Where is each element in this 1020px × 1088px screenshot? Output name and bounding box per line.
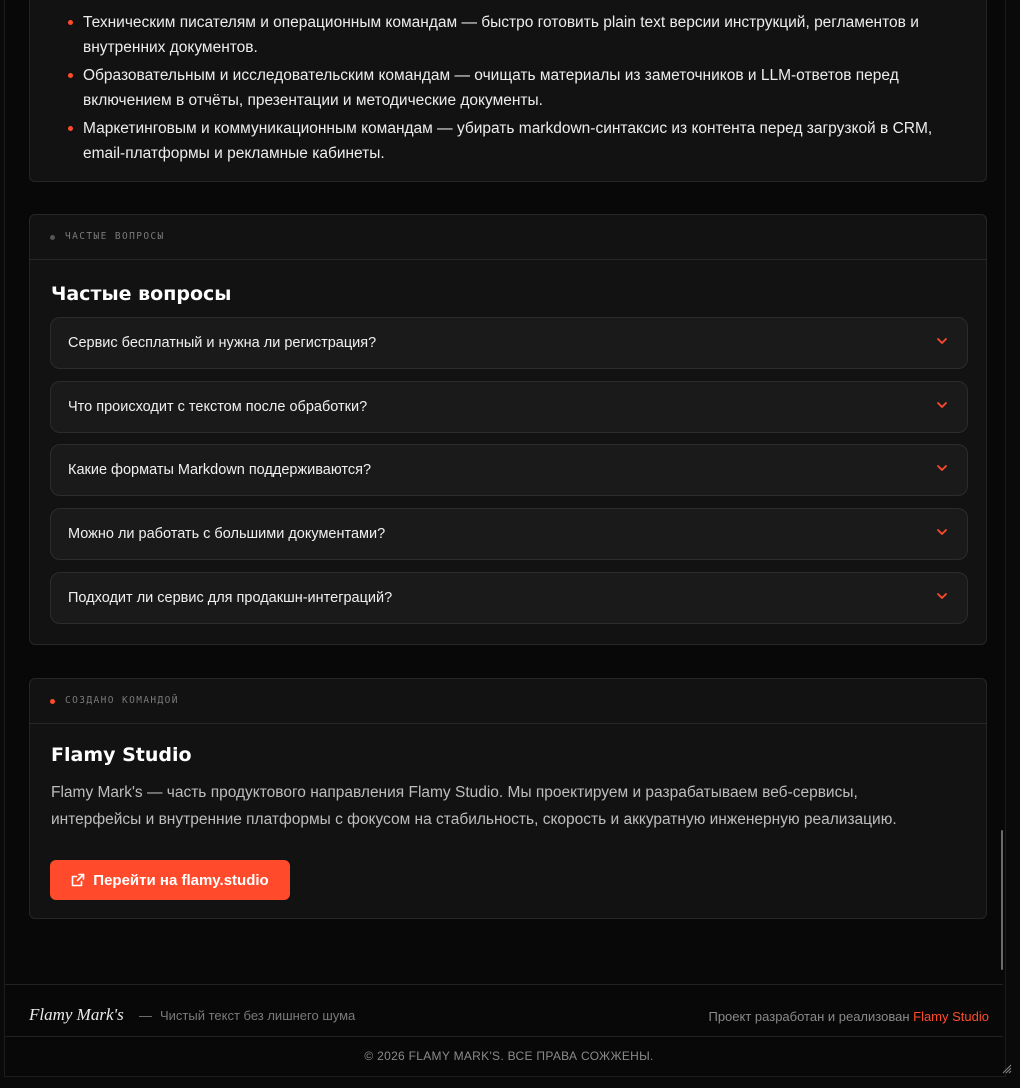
- chevron-down-icon: [935, 398, 949, 412]
- team-card: [29, 678, 987, 919]
- footer-divider: [5, 984, 1003, 985]
- team-description: Flamy Mark's — часть продуктового направления Flamy Studio. Мы проектируем и разрабатываем веб-сервисы, интерфейсы и внутренние платформы с фокусом на стабильность, скорость и аккуратную инженерную реализацию.: [51, 784, 897, 828]
- faq-question: Подходит ли сервис для продакшн-интеграций?: [68, 590, 393, 606]
- chevron-down-icon: [935, 461, 949, 475]
- chevron-down-icon: [935, 589, 949, 603]
- team-eyebrow: СОЗДАНО КОМАНДОЙ: [65, 695, 179, 706]
- faq-title: Частые вопросы: [51, 283, 232, 305]
- footer-brand[interactable]: Flamy Mark's: [29, 1005, 124, 1024]
- faq-question: Сервис бесплатный и нужна ли регистрация?: [68, 335, 377, 351]
- audience-list: [68, 10, 966, 169]
- faq-item[interactable]: [50, 317, 968, 369]
- faq-question: Можно ли работать с большими документами?: [68, 526, 386, 542]
- list-item: Техническим писателям и операционным командам — быстро готовить plain text версии инструкций, регламентов и внутренних документов.: [68, 10, 966, 60]
- resize-grip-icon[interactable]: [1000, 1062, 1012, 1074]
- footer-separator: —: [139, 1008, 152, 1023]
- faq-item[interactable]: [50, 572, 968, 624]
- audience-card: [29, 0, 987, 182]
- chevron-down-icon: [935, 334, 949, 348]
- copyright: © 2026 FLAMY MARK'S. ВСЕ ПРАВА СОЖЖЕНЫ.: [364, 1049, 654, 1063]
- credit-text: Проект разработан и реализован: [708, 1009, 910, 1024]
- footer-divider: [5, 1036, 1003, 1037]
- cta-label: Перейти на flamy.studio: [93, 871, 269, 889]
- faq-card-header: [30, 215, 986, 260]
- team-title: Flamy Studio: [51, 744, 192, 766]
- bullet-dot: [68, 126, 73, 131]
- external-link-icon: [71, 873, 85, 887]
- chevron-down-icon: [935, 525, 949, 539]
- faq-item[interactable]: [50, 381, 968, 433]
- status-dot: [50, 235, 55, 240]
- faq-eyebrow: ЧАСТЫЕ ВОПРОСЫ: [65, 231, 165, 242]
- bullet-dot: [68, 73, 73, 78]
- scrollbar-thumb[interactable]: [1001, 830, 1003, 970]
- list-item: Маркетинговым и коммуникационным командам — убирать markdown-синтаксис из контента перед загрузкой в CRM, email-платформы и рекламные кабинеты.: [68, 116, 966, 166]
- faq-question: Какие форматы Markdown поддерживаются?: [68, 462, 372, 478]
- faq-card: [29, 214, 987, 645]
- credit-link[interactable]: Flamy Studio: [913, 1009, 989, 1024]
- faq-question: Что происходит с текстом после обработки?: [68, 399, 368, 415]
- visit-studio-button[interactable]: [50, 860, 290, 900]
- faq-item[interactable]: [50, 508, 968, 560]
- footer-tagline: Чистый текст без лишнего шума: [160, 1008, 356, 1023]
- bullet-dot: [68, 20, 73, 25]
- footer-credit: [708, 1009, 989, 1024]
- faq-item[interactable]: [50, 444, 968, 496]
- team-card-header: [30, 679, 986, 724]
- accent-dot: [50, 699, 55, 704]
- list-item: Образовательным и исследовательским командам — очищать материалы из заметочников и LLM-ответов перед включением в отчёты, презентации и методические документы.: [68, 63, 966, 113]
